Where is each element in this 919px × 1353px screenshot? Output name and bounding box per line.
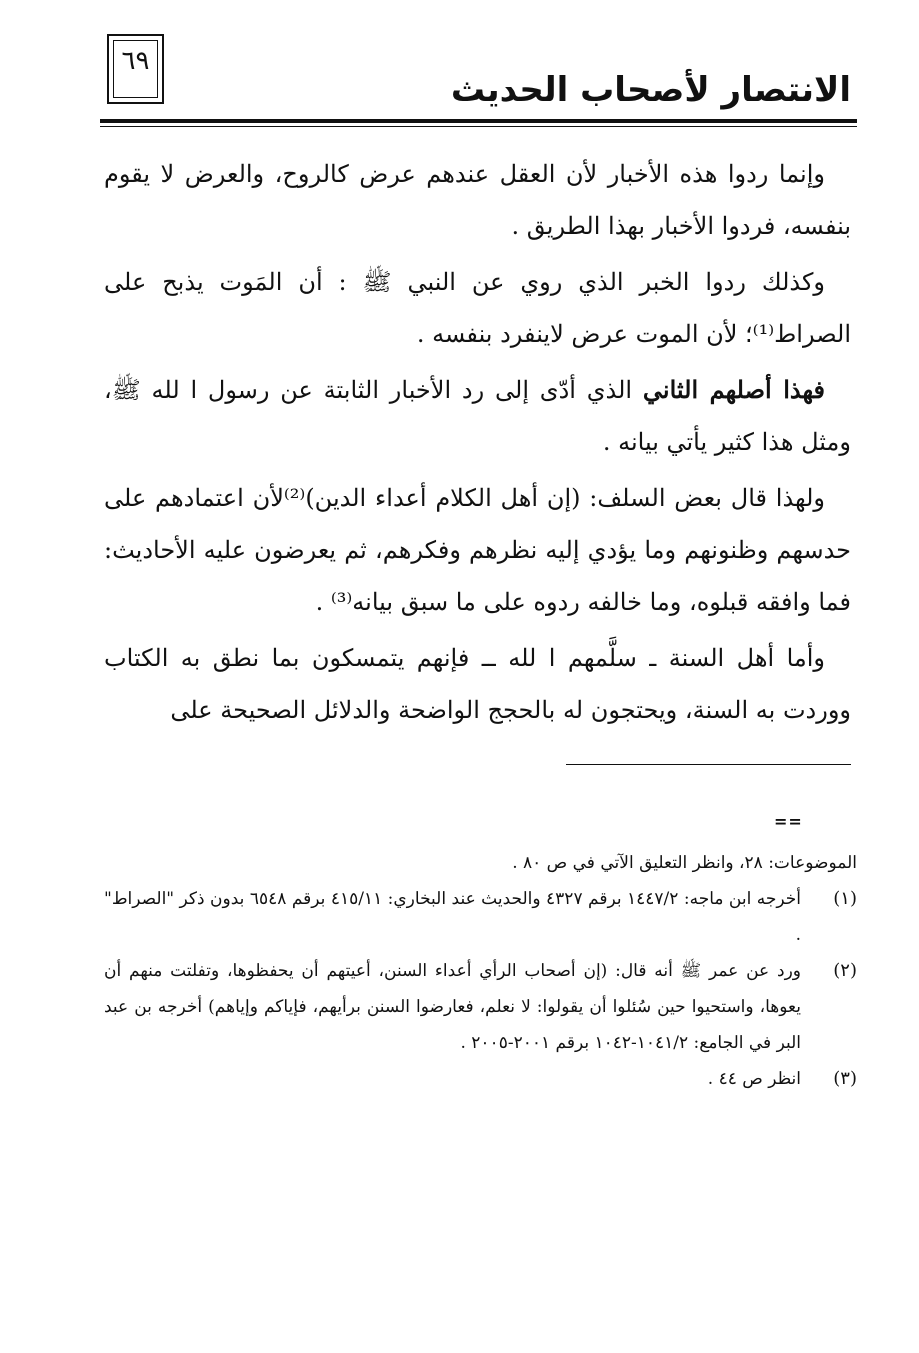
footnote-2 bbox=[104, 953, 857, 1061]
paragraph-5: وأما أهل السنة ـ سلَّمهم ا لله ــ فإنهم يتمسكون بما نطق به الكتاب ووردت به السنة، ويحتجون له بالحجج الواضحة والدلائل الصحيحة على bbox=[104, 644, 851, 724]
header-rule bbox=[100, 119, 857, 123]
main-text bbox=[104, 148, 851, 740]
page-number-box bbox=[107, 34, 164, 104]
paragraph-1: وإنما ردوا هذه الأخبار لأن العقل عندهم عرض كالروح، والعرض لا يقوم بنفسه، فردوا الأخبار بهذا الطريق . bbox=[104, 160, 851, 240]
footnote-text: ورد عن عمر ﷺ أنه قال: (إن أصحاب الرأي أعداء السنن، أعيتهم أن يحفظوها، وتفلتت منهم أن يعوها، واستحيوا حين سُئلوا أن يقولوا: لا نعلم، فعارضوا السنن برأيهم، فإياكم وإياهم) أخرجه بن عبد البر في الجامع: ١٠٤١/٢-١٠٤٢ برقم ٢٠٠١-٢٠٠٥ . bbox=[104, 961, 801, 1053]
footnote-1 bbox=[104, 881, 857, 953]
footnote-number: (١) bbox=[833, 888, 857, 909]
footnote-continuation: الموضوعات: ٢٨، وانظر التعليق الآتي في ص ٨٠ . bbox=[512, 853, 857, 873]
header-rule-thin bbox=[100, 126, 857, 127]
paragraph-3-bold-lead: فهذا أصلهم الثاني bbox=[642, 375, 825, 404]
paragraph-3 bbox=[104, 364, 851, 468]
footnote-number: (٢) bbox=[833, 960, 857, 981]
paragraph-3-text: الذي أدّى إلى رد الأخبار الثابتة عن رسول ا لله ﷺ، ومثل هذا كثير يأتي بيانه . bbox=[104, 376, 851, 456]
footnote-separator bbox=[566, 764, 851, 765]
footnote-text: انظر ص ٤٤ . bbox=[707, 1069, 801, 1089]
footnote-continued-mark: == bbox=[774, 812, 803, 831]
footnotes bbox=[104, 845, 857, 1097]
running-title: الانتصار لأصحاب الحديث bbox=[450, 70, 851, 110]
footnote-text: أخرجه ابن ماجه: ١٤٤٧/٢ برقم ٤٣٢٧ والحديث عند البخاري: ٤١٥/١١ برقم ٦٥٤٨ بدون ذكر "الصراط" . bbox=[104, 889, 802, 945]
paragraph-4: ولهذا قال بعض السلف: (إن أهل الكلام أعداء الدين)⁽²⁾لأن اعتمادهم على حدسهم وظنونهم وما يؤدي إليه نظرهم وفكرهم، ثم يعرضون عليه الأحاديث: فما وافقه قبلوه، وما خالفه ردوه على ما سبق بيانه⁽³⁾ . bbox=[104, 484, 851, 616]
page-number: ٦٩ bbox=[121, 46, 150, 76]
footnote-3 bbox=[104, 1061, 857, 1097]
paragraph-2: وكذلك ردوا الخبر الذي روي عن النبي ﷺ : أن المَوت يذبح على الصراط⁽¹⁾؛ لأن الموت عرض لاينفرد بنفسه . bbox=[104, 268, 851, 348]
footnote-number: (٣) bbox=[833, 1068, 857, 1089]
